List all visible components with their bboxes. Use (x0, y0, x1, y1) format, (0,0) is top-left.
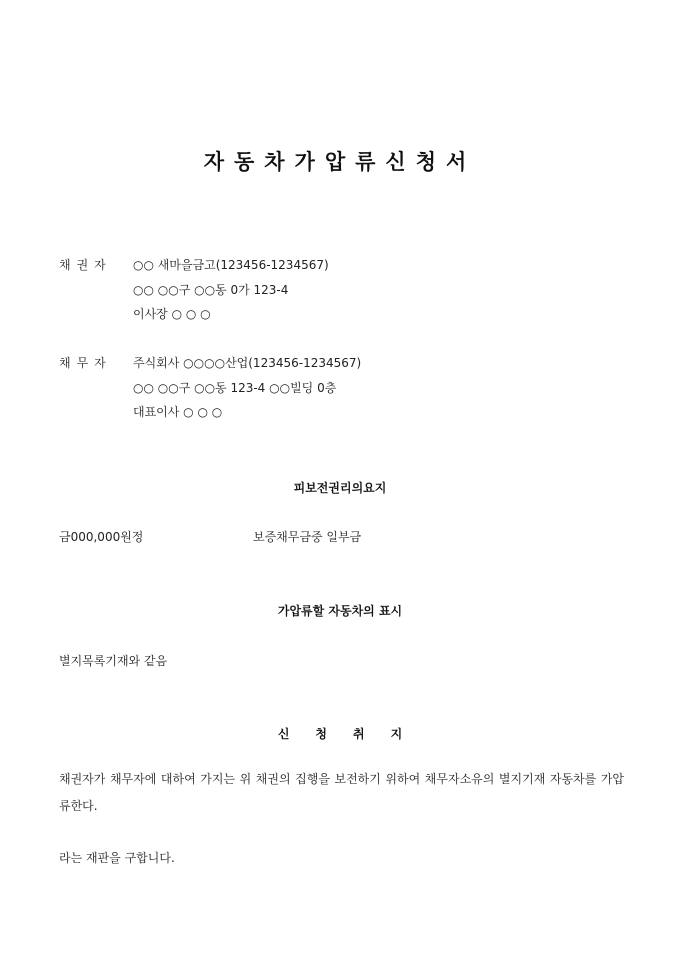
vehicle-heading: 가압류할 자동차의 표시 (277, 604, 403, 618)
creditor-name: ○○ 새마을금고(123456-1234567) (133, 258, 329, 272)
vehicle-text: 별지목록기재와 같음 (59, 654, 168, 668)
document-title: 자동차가압류신청서 (203, 149, 477, 174)
creditor-address: ○○ ○○구 ○○동 0가 123-4 (133, 283, 289, 297)
closing-text: 라는 재판을 구합니다. (59, 851, 175, 865)
purpose-heading: 신청취지 (277, 727, 429, 741)
debtor-name: 주식회사 ○○○○산업(123456-1234567) (133, 356, 362, 370)
claim-heading: 피보전권리의요지 (293, 481, 387, 495)
claim-description: 보증채무금중 일부금 (253, 530, 362, 544)
debtor-representative: 대표이사 ○ ○ ○ (133, 405, 223, 419)
creditor-representative: 이사장 ○ ○ ○ (133, 307, 211, 321)
purpose-paragraph: 채권자가 채무자에 대하여 가지는 위 채권의 집행을 보전하기 위하여 채무자소유의 별지기재 자동차를 가압류한다. (59, 772, 624, 813)
creditor-label: 채권자 (59, 258, 112, 272)
debtor-label: 채무자 (59, 356, 112, 370)
claim-amount: 금000,000원정 (59, 530, 144, 544)
debtor-address: ○○ ○○구 ○○동 123-4 ○○빌딩 0층 (133, 381, 337, 395)
